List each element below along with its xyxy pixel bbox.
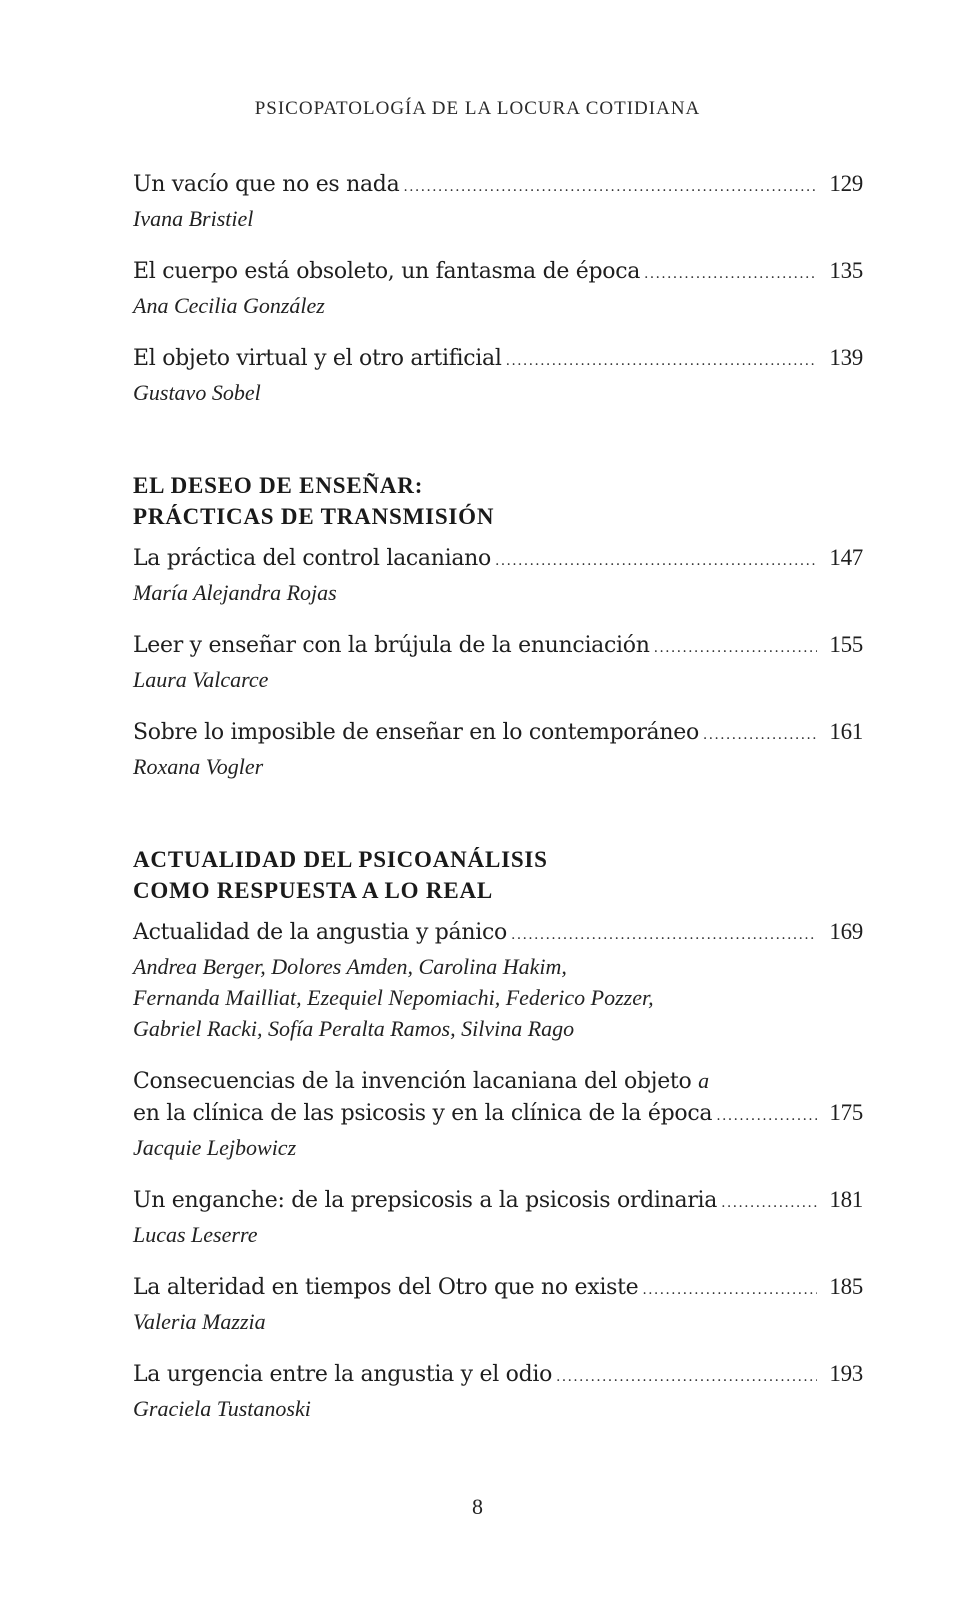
section-heading-line: PRÁCTICAS DE TRANSMISIÓN [133, 504, 495, 529]
toc-title-line [133, 1097, 863, 1132]
toc-page: 155 [829, 632, 863, 657]
table-of-contents [133, 168, 863, 1445]
toc-title: Sobre lo imposible de enseñar en lo contemporáneo [133, 720, 699, 745]
toc-leader-dots [511, 920, 817, 951]
toc-page: 181 [829, 1187, 863, 1212]
toc-title-line [133, 1184, 863, 1219]
toc-page: 139 [829, 345, 863, 370]
toc-title: La urgencia entre la angustia y el odio [133, 1362, 553, 1387]
toc-title-line [133, 168, 863, 203]
toc-page: 147 [829, 545, 863, 570]
toc-page: 161 [829, 719, 863, 744]
toc-entry[interactable] [133, 168, 863, 234]
toc-author: Ana Cecilia González [133, 293, 325, 318]
toc-entry[interactable] [133, 1065, 863, 1163]
toc-title-italic: a [698, 1068, 709, 1093]
toc-author: Lucas Leserre [133, 1222, 258, 1247]
toc-entry[interactable] [133, 255, 863, 321]
toc-leader-dots [556, 1362, 817, 1393]
toc-title: Un enganche: de la prepsicosis a la psicosis ordinaria [133, 1188, 718, 1213]
toc-leader-dots [506, 346, 817, 377]
toc-title-line [133, 716, 863, 751]
toc-page: 169 [829, 919, 863, 944]
toc-leader-dots [403, 172, 817, 203]
toc-leader-dots [721, 1188, 817, 1219]
toc-title-line [133, 1271, 863, 1306]
toc-entry[interactable] [133, 716, 863, 782]
toc-title-line [133, 255, 863, 290]
toc-entry[interactable] [133, 1358, 863, 1424]
section-heading-line: COMO RESPUESTA A LO REAL [133, 878, 494, 903]
toc-title-line [133, 1358, 863, 1393]
toc-page: 129 [829, 171, 863, 196]
toc-title: Consecuencias de la invención lacaniana del objeto [133, 1069, 699, 1094]
section-heading [133, 470, 863, 532]
toc-leader-dots [716, 1101, 817, 1132]
section-heading-line: ACTUALIDAD DEL PSICOANÁLISIS [133, 847, 548, 872]
toc-entry[interactable] [133, 629, 863, 695]
toc-title-line [133, 629, 863, 664]
toc-leader-dots [703, 720, 817, 751]
toc-title: Leer y enseñar con la brújula de la enunciación [133, 633, 650, 658]
toc-author: Valeria Mazzia [133, 1309, 266, 1334]
toc-entry[interactable] [133, 342, 863, 408]
toc-page: 175 [829, 1100, 863, 1125]
toc-author: María Alejandra Rojas [133, 580, 337, 605]
toc-leader-dots [644, 259, 817, 290]
toc-title: Actualidad de la angustia y pánico [133, 920, 507, 945]
section-heading [133, 844, 863, 906]
toc-title: Un vacío que no es nada [133, 172, 400, 197]
toc-author: Roxana Vogler [133, 754, 264, 779]
toc-page: 135 [829, 258, 863, 283]
toc-title: El objeto virtual y el otro artificial [133, 346, 502, 371]
toc-title-line [133, 542, 863, 577]
toc-author: Fernanda Mailliat, Ezequiel Nepomiachi, Federico Pozzer, [133, 985, 654, 1010]
running-head: PSICOPATOLOGÍA DE LA LOCURA COTIDIANA [254, 98, 701, 119]
toc-title: El cuerpo está obsoleto, un fantasma de época [133, 259, 641, 284]
page-number: 8 [472, 1494, 483, 1519]
toc-leader-dots [642, 1275, 817, 1306]
toc-author: Laura Valcarce [133, 667, 269, 692]
toc-author: Andrea Berger, Dolores Amden, Carolina Hakim, [133, 954, 567, 979]
toc-entry[interactable] [133, 542, 863, 608]
section-heading-line: EL DESEO DE ENSEÑAR: [133, 473, 424, 498]
toc-entry[interactable] [133, 916, 863, 1044]
toc-title: La alteridad en tiempos del Otro que no existe [133, 1275, 639, 1300]
toc-leader-dots [495, 546, 817, 577]
toc-entry[interactable] [133, 1184, 863, 1250]
toc-author: Jacquie Lejbowicz [133, 1135, 297, 1160]
toc-entry[interactable] [133, 1271, 863, 1337]
toc-page: 185 [829, 1274, 863, 1299]
toc-author: Graciela Tustanoski [133, 1396, 311, 1421]
toc-title-line [133, 1065, 863, 1097]
toc-author: Gustavo Sobel [133, 380, 261, 405]
toc-title: en la clínica de las psicosis y en la clínica de la época [133, 1101, 713, 1126]
toc-title: La práctica del control lacaniano [133, 546, 491, 571]
toc-title-line [133, 342, 863, 377]
toc-author: Ivana Bristiel [133, 206, 254, 231]
toc-page: 193 [829, 1361, 863, 1386]
toc-leader-dots [654, 633, 817, 664]
toc-author: Gabriel Racki, Sofía Peralta Ramos, Silvina Rago [133, 1016, 575, 1041]
toc-title-line [133, 916, 863, 951]
